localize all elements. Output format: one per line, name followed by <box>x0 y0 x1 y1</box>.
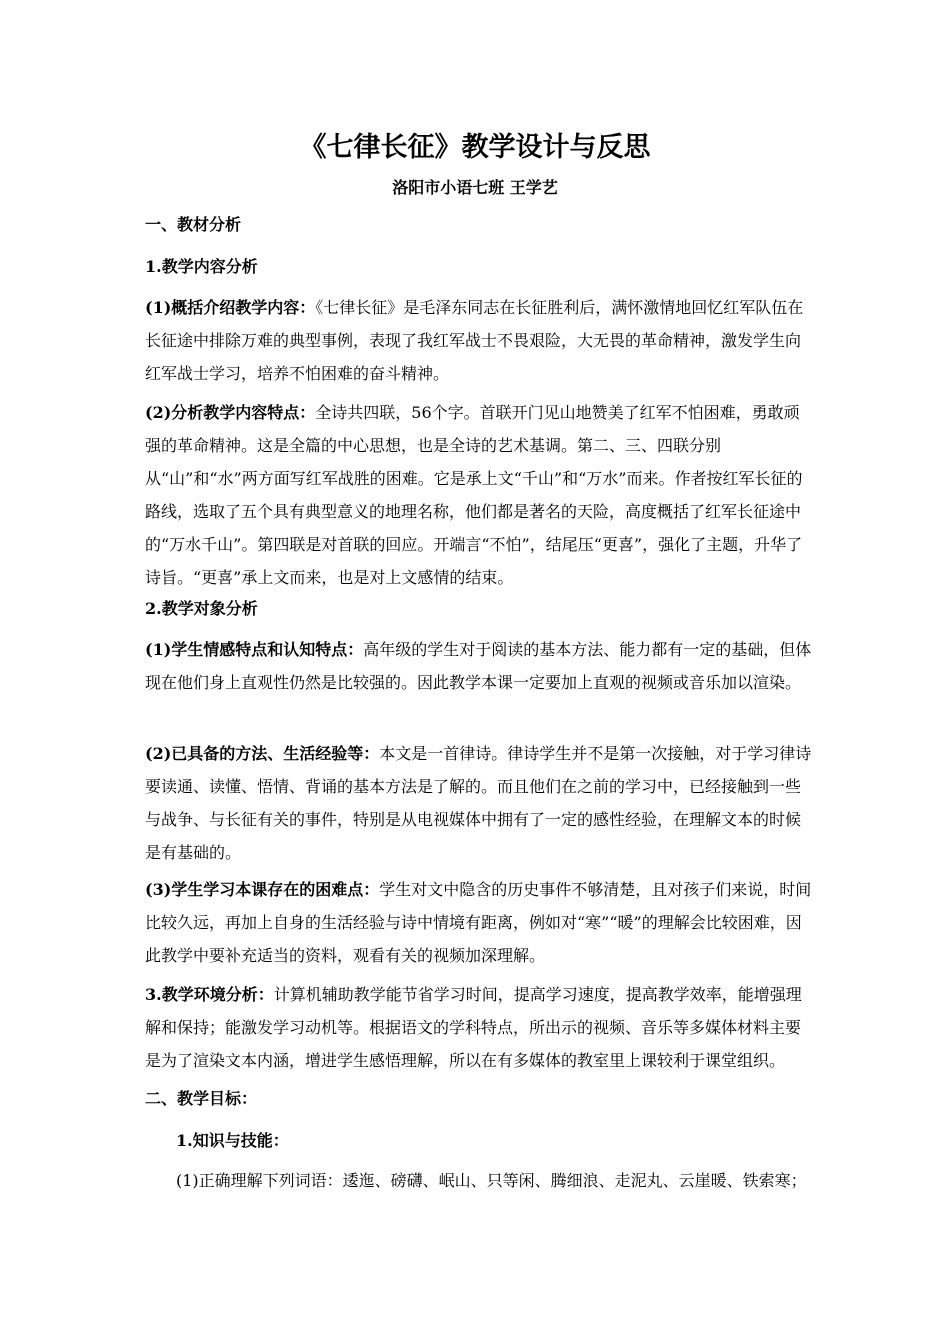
paragraph-lead: (2)已具备的方法、生活经验等： <box>145 744 380 763</box>
section-heading-teaching-material-analysis: 一、教材分析 <box>145 215 242 234</box>
section-heading-teaching-goals: 二、教学目标： <box>145 1089 258 1108</box>
paragraph-vocabulary-goal: (1)正确理解下列词语：逶迤、磅礴、岷山、只等闲、腾细浪、走泥丸、云崖暖、铁索寒； <box>176 1171 807 1190</box>
paragraph-lead: (3)学生学习本课存在的困难点： <box>145 880 380 899</box>
paragraph-content-overview <box>145 291 815 390</box>
paragraph-text: 《七律长征》是毛泽东同志在长征胜利后，满怀激情地回忆红军队伍在长征途中排除万难的典型事例，表现了我红军战士不畏艰险，大无畏的革命精神，激发学生向红军战士学习，培养不怕困难的奋斗精神。 <box>145 298 804 383</box>
paragraph-text: 全诗共四联，56个字。首联开门见山地赞美了红军不怕困难，勇敢顽强的革命精神。这是全篇的中心思想，也是全诗的艺术基调。第二、三、四联分别从“山”和“水”两方面写红军战胜的困难。它是承上文“千山”和“万水”而来。作者按红军长征的路线，选取了五个具有典型意义的地理名称，他们都是著名的天险，高度概括了红军长征途中的“万水千山”。第四联是对首联的回应。开端言“不怕”，结尾压“更喜”，强化了主题，升华了诗旨。“更喜”承上文而来，也是对上文感情的结束。 <box>145 403 803 587</box>
paragraph-text: 学生对文中隐含的历史事件不够清楚，且对孩子们来说，时间比较久远，再加上自身的生活经验与诗中情境有距离，例如对“寒”“暖”的理解会比较困难，因此教学中要补充适当的资料，观看有关的视频加深理解。 <box>145 880 812 965</box>
document-title: 《七律长征》教学设计与反思 <box>299 132 651 163</box>
paragraph-content-features <box>145 396 815 594</box>
paragraph-lead: 3.教学环境分析： <box>145 985 274 1004</box>
paragraph-text: 高年级的学生对于阅读的基本方法、能力都有一定的基础，但体现在他们身上直观性仍然是比较强的。因此教学本课一定要加上直观的视频或音乐加以渲染。 <box>145 640 812 692</box>
paragraph-student-difficulties <box>145 873 815 972</box>
subsection-heading-student-analysis: 2.教学对象分析 <box>145 599 258 618</box>
paragraph-environment-analysis <box>145 978 815 1077</box>
paragraph-student-experience <box>145 737 815 869</box>
paragraph-student-characteristics <box>145 633 815 699</box>
paragraph-lead: (1)学生情感特点和认知特点： <box>145 640 364 659</box>
paragraph-text: 本文是一首律诗。律诗学生并不是第一次接触，对于学习律诗要读通、读懂、悟情、背诵的基本方法是了解的。而且他们在之前的学习中，已经接触到一些与战争、与长征有关的事件，特别是从电视媒体中拥有了一定的感性经验，在理解文本的时候是有基础的。 <box>145 744 812 862</box>
paragraph-lead: (2)分析教学内容特点： <box>145 403 316 422</box>
subsection-heading-content-analysis: 1.教学内容分析 <box>145 257 258 276</box>
paragraph-lead: (1)概括介绍教学内容： <box>145 298 316 317</box>
document-author: 洛阳市小语七班 王学艺 <box>392 178 558 197</box>
paragraph-text: 计算机辅助教学能节省学习时间，提高学习速度，提高教学效率，能增强理解和保持；能激发学习动机等。根据语文的学科特点，所出示的视频、音乐等多媒体材料主要是为了渲染文本内涵，增进学生感悟理解，所以在有多媒体的教室里上课较利于课堂组织。 <box>145 985 802 1070</box>
subsection-heading-knowledge-skills: 1.知识与技能： <box>176 1131 289 1150</box>
